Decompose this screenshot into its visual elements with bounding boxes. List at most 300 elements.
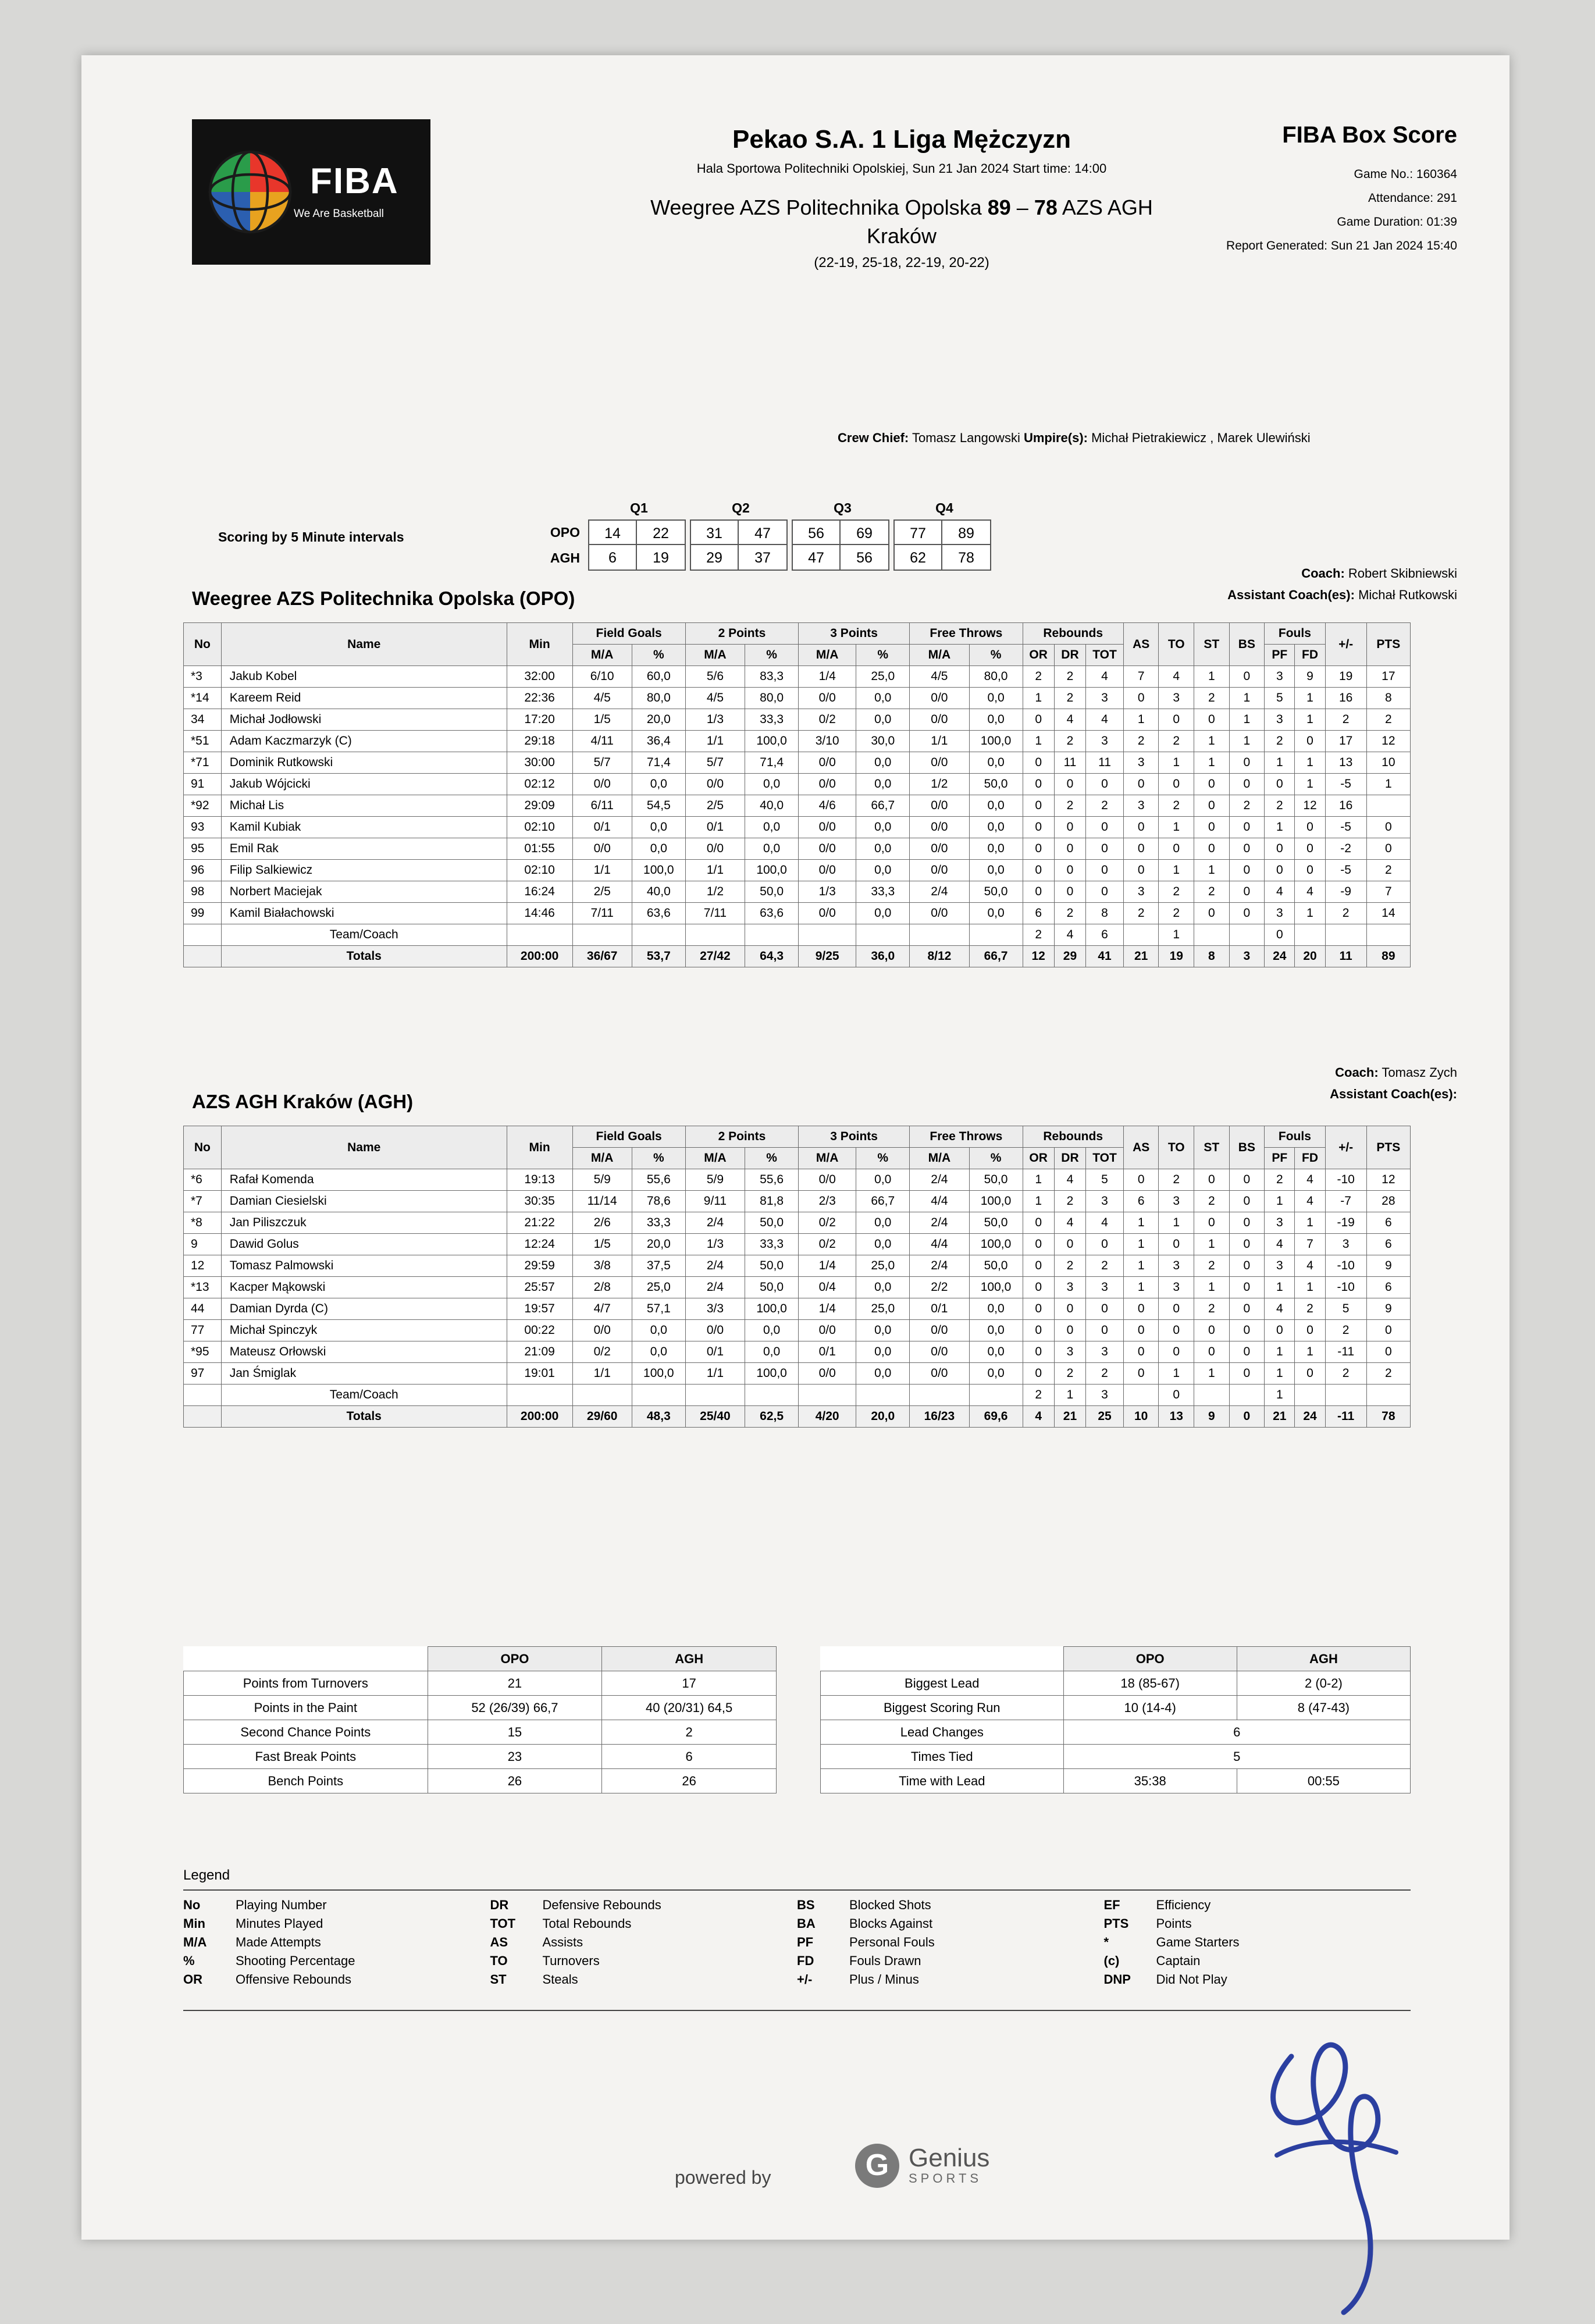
legend-abbr: TOT (490, 1916, 516, 1931)
home-r5-c4: 0,0 (632, 774, 685, 795)
stats-right-label-3: Times Tied (821, 1745, 1064, 1769)
away-teamcoach-c1: Team/Coach (221, 1385, 507, 1406)
table-row[interactable] (184, 838, 1411, 860)
col-tot: TOT (1086, 645, 1124, 666)
away-r2-c11: 0 (1023, 1212, 1054, 1234)
away-r2-c5: 2/4 (685, 1212, 745, 1234)
away-r4-c12: 2 (1054, 1255, 1085, 1277)
home-r8-c1: Emil Rak (221, 838, 507, 860)
stats-right-header-blank (821, 1647, 1064, 1671)
home-r7-c8: 0,0 (856, 817, 910, 838)
away-totals-c10: 69,6 (969, 1406, 1023, 1428)
home-r11-c10: 0,0 (969, 903, 1023, 924)
home-r2-c5: 1/3 (685, 709, 745, 731)
away-r7-c14: 0 (1123, 1320, 1159, 1341)
home-r10-c21: 7 (1366, 881, 1410, 903)
home-totals-c14: 21 (1123, 946, 1159, 967)
home-coach-label: Coach: (1301, 566, 1345, 581)
home-r8-c20: -2 (1325, 838, 1366, 860)
away-r3-c2: 12:24 (507, 1234, 572, 1255)
away-r3-c6: 33,3 (745, 1234, 799, 1255)
table-row[interactable] (184, 903, 1411, 924)
away-r8-c6: 0,0 (745, 1341, 799, 1363)
legend-abbr: PF (797, 1935, 814, 1949)
away-r6-c5: 3/3 (685, 1298, 745, 1320)
table-row[interactable] (184, 774, 1411, 795)
away-r6-c17: 0 (1229, 1298, 1265, 1320)
away-r3-c15: 0 (1159, 1234, 1194, 1255)
team-coach-row (184, 924, 1411, 946)
table-row[interactable] (184, 1298, 1411, 1320)
away-r7-c18: 0 (1265, 1320, 1295, 1341)
home-r8-c18: 0 (1265, 838, 1295, 860)
away-r9-c7: 0/0 (799, 1363, 856, 1385)
home-r0-c8: 25,0 (856, 666, 910, 688)
home-totals-c8: 36,0 (856, 946, 910, 967)
legend-abbr: Min (183, 1916, 205, 1931)
away-teamcoach-c9 (910, 1385, 969, 1406)
away-r1-c20: -7 (1325, 1191, 1366, 1212)
home-r2-c10: 0,0 (969, 709, 1023, 731)
away-r6-c9: 0/1 (910, 1298, 969, 1320)
away-r2-c2: 21:22 (507, 1212, 572, 1234)
legend-abbr: OR (183, 1972, 202, 1987)
home-r2-c7: 0/2 (799, 709, 856, 731)
home-r10-c17: 0 (1229, 881, 1265, 903)
away-r8-c16: 0 (1194, 1341, 1230, 1363)
away-r5-c1: Kacper Mąkowski (221, 1277, 507, 1298)
stats-left-row (184, 1745, 777, 1769)
away-teamcoach-c2 (507, 1385, 572, 1406)
home-teamcoach-c10 (969, 924, 1023, 946)
legend-desc: Fouls Drawn (849, 1953, 921, 1968)
home-r4-c19: 1 (1295, 752, 1325, 774)
col-pct: % (856, 1148, 910, 1169)
table-row[interactable] (184, 1277, 1411, 1298)
home-teamcoach-c14 (1123, 924, 1159, 946)
away-r9-c5: 1/1 (685, 1363, 745, 1385)
away-r3-c14: 1 (1123, 1234, 1159, 1255)
stats-right-value-4-b: 00:55 (1237, 1769, 1410, 1793)
away-r0-c20: -10 (1325, 1169, 1366, 1191)
away-r0-c8: 0,0 (856, 1169, 910, 1191)
away-teamcoach-c5 (685, 1385, 745, 1406)
home-r10-c18: 4 (1265, 881, 1295, 903)
away-r4-c5: 2/4 (685, 1255, 745, 1277)
home-teamcoach-c1: Team/Coach (221, 924, 507, 946)
col-name: Name (221, 623, 507, 666)
legend-desc: Turnovers (542, 1953, 600, 1968)
away-r7-c15: 0 (1159, 1320, 1194, 1341)
col-min: Min (507, 623, 572, 666)
home-r5-c12: 0 (1054, 774, 1085, 795)
home-r1-c13: 3 (1086, 688, 1124, 709)
home-totals-c21: 89 (1366, 946, 1410, 967)
home-totals-c12: 29 (1054, 946, 1085, 967)
home-r6-c2: 29:09 (507, 795, 572, 817)
away-teamcoach-c19 (1295, 1385, 1325, 1406)
col-no: No (184, 623, 222, 666)
home-totals-c2: 200:00 (507, 946, 572, 967)
away-r1-c7: 2/3 (799, 1191, 856, 1212)
stats-left-value-4-a: 26 (428, 1769, 602, 1793)
away-r5-c14: 1 (1123, 1277, 1159, 1298)
home-r11-c7: 0/0 (799, 903, 856, 924)
away-r3-c7: 0/2 (799, 1234, 856, 1255)
game-meta (1226, 163, 1457, 258)
away-r7-c16: 0 (1194, 1320, 1230, 1341)
away-r6-c0: 44 (184, 1298, 222, 1320)
away-r7-c4: 0,0 (632, 1320, 685, 1341)
home-r1-c4: 80,0 (632, 688, 685, 709)
home-r6-c1: Michał Lis (221, 795, 507, 817)
col-as: AS (1123, 623, 1159, 666)
home-r9-c3: 1/1 (572, 860, 632, 881)
stats-left-label-3: Fast Break Points (184, 1745, 428, 1769)
home-r10-c1: Norbert Maciejak (221, 881, 507, 903)
away-r3-c5: 1/3 (685, 1234, 745, 1255)
col-ma: M/A (910, 1148, 969, 1169)
table-row[interactable] (184, 860, 1411, 881)
col-no: No (184, 1126, 222, 1169)
away-r2-c6: 50,0 (745, 1212, 799, 1234)
home-r11-c18: 3 (1265, 903, 1295, 924)
home-r0-c6: 83,3 (745, 666, 799, 688)
away-r4-c1: Tomasz Palmowski (221, 1255, 507, 1277)
col-ma: M/A (572, 1148, 632, 1169)
away-r1-c4: 78,6 (632, 1191, 685, 1212)
legend-abbr: AS (490, 1935, 508, 1949)
home-r1-c3: 4/5 (572, 688, 632, 709)
stats-left-value-1-a: 52 (26/39) 66,7 (428, 1696, 602, 1720)
table-row[interactable] (184, 1255, 1411, 1277)
legend-desc: Points (1156, 1916, 1192, 1931)
away-r3-c20: 3 (1325, 1234, 1366, 1255)
quarter-header-q4: Q4 (935, 500, 953, 515)
home-r3-c18: 2 (1265, 731, 1295, 752)
game-title-block (582, 125, 1222, 271)
away-teamcoach-c15: 0 (1159, 1385, 1194, 1406)
col-plus-minus: +/- (1325, 623, 1366, 666)
opo-q4-a: 77 (893, 519, 942, 545)
legend-item (1104, 1898, 1411, 1913)
home-r7-c20: -5 (1325, 817, 1366, 838)
home-r3-c20: 17 (1325, 731, 1366, 752)
home-r9-c0: 96 (184, 860, 222, 881)
stats-right-header-2: AGH (1237, 1647, 1410, 1671)
table-row[interactable] (184, 709, 1411, 731)
home-r3-c0: *51 (184, 731, 222, 752)
home-r5-c15: 0 (1159, 774, 1194, 795)
stats-left-value-1-b: 40 (20/31) 64,5 (602, 1696, 777, 1720)
away-r7-c11: 0 (1023, 1320, 1054, 1341)
away-r2-c0: *8 (184, 1212, 222, 1234)
away-r6-c14: 0 (1123, 1298, 1159, 1320)
home-teamcoach-c20 (1325, 924, 1366, 946)
home-r4-c13: 11 (1086, 752, 1124, 774)
home-r6-c11: 0 (1023, 795, 1054, 817)
stats-right-row (821, 1696, 1411, 1720)
home-teamcoach-c12: 4 (1054, 924, 1085, 946)
stats-left-label-2: Second Chance Points (184, 1720, 428, 1745)
legend-desc: Blocked Shots (849, 1898, 931, 1912)
legend-desc: Steals (542, 1972, 578, 1987)
home-r8-c7: 0/0 (799, 838, 856, 860)
away-r9-c13: 2 (1086, 1363, 1124, 1385)
legend-abbr: M/A (183, 1935, 207, 1949)
legend-desc: Personal Fouls (849, 1935, 935, 1949)
away-r2-c13: 4 (1086, 1212, 1124, 1234)
col-dr: DR (1054, 1148, 1085, 1169)
away-r5-c6: 50,0 (745, 1277, 799, 1298)
home-r2-c9: 0/0 (910, 709, 969, 731)
col-fd: FD (1295, 1148, 1325, 1169)
table-row[interactable] (184, 1169, 1411, 1191)
col-three-points: 3 Points (799, 623, 910, 645)
home-r10-c7: 1/3 (799, 881, 856, 903)
home-totals-c17: 3 (1229, 946, 1265, 967)
home-totals-c13: 41 (1086, 946, 1124, 967)
away-teamcoach-c18: 1 (1265, 1385, 1295, 1406)
home-r9-c2: 02:10 (507, 860, 572, 881)
away-r6-c21: 9 (1366, 1298, 1410, 1320)
table-row[interactable] (184, 1191, 1411, 1212)
legend-item (797, 1898, 1104, 1913)
away-r5-c21: 6 (1366, 1277, 1410, 1298)
home-teamcoach-c9 (910, 924, 969, 946)
away-r7-c5: 0/0 (685, 1320, 745, 1341)
home-r5-c9: 1/2 (910, 774, 969, 795)
stats-left-header-2: AGH (602, 1647, 777, 1671)
home-r5-c6: 0,0 (745, 774, 799, 795)
table-row[interactable] (184, 1212, 1411, 1234)
col-to: TO (1159, 1126, 1194, 1169)
legend-desc: Did Not Play (1156, 1972, 1227, 1987)
away-r4-c19: 4 (1295, 1255, 1325, 1277)
away-r7-c8: 0,0 (856, 1320, 910, 1341)
stats-right-value-0-a: 18 (85-67) (1063, 1671, 1237, 1696)
legend-abbr: PTS (1103, 1916, 1129, 1931)
legend-abbr: EF (1103, 1898, 1120, 1912)
legend-item (183, 1972, 490, 1987)
stats-right-value-0-b: 2 (0-2) (1237, 1671, 1410, 1696)
scoring-intervals-label: Scoring by 5 Minute intervals (218, 529, 404, 544)
legend-abbr: * (1103, 1935, 1109, 1949)
table-row[interactable] (184, 1234, 1411, 1255)
home-r6-c16: 0 (1194, 795, 1230, 817)
home-r1-c7: 0/0 (799, 688, 856, 709)
away-r9-c20: 2 (1325, 1363, 1366, 1385)
away-assistant-label: Assistant Coach(es): (1330, 1087, 1457, 1102)
stats-right-label-1: Biggest Scoring Run (821, 1696, 1064, 1720)
away-teamcoach-c11: 2 (1023, 1385, 1054, 1406)
stats-left-value-4-b: 26 (602, 1769, 777, 1793)
col-pts: PTS (1366, 623, 1410, 666)
col-pct: % (632, 645, 685, 666)
legend-abbr: DNP (1103, 1972, 1131, 1987)
col-two-points: 2 Points (685, 623, 798, 645)
home-r0-c2: 32:00 (507, 666, 572, 688)
home-r6-c18: 2 (1265, 795, 1295, 817)
col-tot: TOT (1086, 1148, 1124, 1169)
away-r4-c7: 1/4 (799, 1255, 856, 1277)
away-r9-c4: 100,0 (632, 1363, 685, 1385)
home-r5-c11: 0 (1023, 774, 1054, 795)
legend-desc: Game Starters (1156, 1935, 1240, 1949)
home-r4-c10: 0,0 (969, 752, 1023, 774)
legend-abbr: No (183, 1898, 201, 1912)
home-r5-c3: 0/0 (572, 774, 632, 795)
table-row[interactable] (184, 666, 1411, 688)
home-r2-c20: 2 (1325, 709, 1366, 731)
scoring-row-label-opo: OPO (550, 524, 580, 540)
col-free-throws: Free Throws (910, 623, 1023, 645)
home-r7-c17: 0 (1229, 817, 1265, 838)
stats-right-value-1-a: 10 (14-4) (1063, 1696, 1237, 1720)
stats-left-value-3-b: 6 (602, 1745, 777, 1769)
away-r6-c16: 2 (1194, 1298, 1230, 1320)
home-r11-c9: 0/0 (910, 903, 969, 924)
away-r4-c11: 0 (1023, 1255, 1054, 1277)
away-r7-c0: 77 (184, 1320, 222, 1341)
stats-right-header-1: OPO (1063, 1647, 1237, 1671)
home-totals-c15: 19 (1159, 946, 1194, 967)
away-r0-c13: 5 (1086, 1169, 1124, 1191)
home-r1-c15: 3 (1159, 688, 1194, 709)
legend-desc: Playing Number (236, 1898, 327, 1912)
home-r10-c19: 4 (1295, 881, 1325, 903)
home-r7-c9: 0/0 (910, 817, 969, 838)
away-r2-c7: 0/2 (799, 1212, 856, 1234)
legend-divider (183, 1889, 1411, 1891)
col-pct: % (632, 1148, 685, 1169)
home-teamcoach-c16 (1194, 924, 1230, 946)
away-r3-c17: 0 (1229, 1234, 1265, 1255)
legend-desc: Efficiency (1156, 1898, 1211, 1912)
powered-by-label: powered by (675, 2167, 771, 2188)
basketball-globe-icon (207, 148, 294, 236)
table-row[interactable] (184, 688, 1411, 709)
col-plus-minus: +/- (1325, 1126, 1366, 1169)
away-teamcoach-c21 (1366, 1385, 1410, 1406)
away-r7-c2: 00:22 (507, 1320, 572, 1341)
away-teamcoach-c10 (969, 1385, 1023, 1406)
home-r8-c13: 0 (1086, 838, 1124, 860)
home-r5-c17: 0 (1229, 774, 1265, 795)
legend-abbr: ST (490, 1972, 507, 1987)
home-r9-c10: 0,0 (969, 860, 1023, 881)
away-r8-c19: 1 (1295, 1341, 1325, 1363)
away-r4-c18: 3 (1265, 1255, 1295, 1277)
home-r0-c1: Jakub Kobel (221, 666, 507, 688)
home-totals-c9: 8/12 (910, 946, 969, 967)
away-r5-c7: 0/4 (799, 1277, 856, 1298)
col-bs: BS (1229, 1126, 1265, 1169)
away-team-city: Kraków (866, 223, 937, 248)
home-r0-c17: 0 (1229, 666, 1265, 688)
home-r7-c18: 1 (1265, 817, 1295, 838)
legend-item (1104, 1953, 1411, 1969)
home-r5-c16: 0 (1194, 774, 1230, 795)
table-row[interactable] (184, 881, 1411, 903)
home-totals-c10: 66,7 (969, 946, 1023, 967)
opo-q2-a: 31 (690, 519, 739, 545)
col-pct: % (745, 645, 799, 666)
away-r6-c19: 2 (1295, 1298, 1325, 1320)
table-row[interactable] (184, 1363, 1411, 1385)
table-row[interactable] (184, 731, 1411, 752)
col-free-throws: Free Throws (910, 1126, 1023, 1148)
home-r11-c4: 63,6 (632, 903, 685, 924)
away-r9-c9: 0/0 (910, 1363, 969, 1385)
away-r8-c0: *95 (184, 1341, 222, 1363)
away-r3-c11: 0 (1023, 1234, 1054, 1255)
home-teamcoach-c2 (507, 924, 572, 946)
home-totals-c3: 36/67 (572, 946, 632, 967)
away-totals-c6: 62,5 (745, 1406, 799, 1428)
home-r9-c13: 0 (1086, 860, 1124, 881)
table-row[interactable] (184, 817, 1411, 838)
away-r4-c20: -10 (1325, 1255, 1366, 1277)
away-r2-c12: 4 (1054, 1212, 1085, 1234)
home-r8-c4: 0,0 (632, 838, 685, 860)
home-r3-c8: 30,0 (856, 731, 910, 752)
away-r1-c17: 0 (1229, 1191, 1265, 1212)
home-r1-c16: 2 (1194, 688, 1230, 709)
away-r3-c0: 9 (184, 1234, 222, 1255)
home-team-heading: Weegree AZS Politechnika Opolska (OPO) (192, 588, 575, 609)
home-r2-c16: 0 (1194, 709, 1230, 731)
home-r11-c19: 1 (1295, 903, 1325, 924)
home-r6-c15: 2 (1159, 795, 1194, 817)
home-r1-c8: 0,0 (856, 688, 910, 709)
away-r5-c4: 25,0 (632, 1277, 685, 1298)
away-r6-c6: 100,0 (745, 1298, 799, 1320)
home-r7-c7: 0/0 (799, 817, 856, 838)
away-r7-c17: 0 (1229, 1320, 1265, 1341)
away-team-name: AZS AGH (1062, 195, 1153, 219)
home-r6-c6: 40,0 (745, 795, 799, 817)
genius-brand-name: Genius (909, 2144, 990, 2172)
home-r4-c14: 3 (1123, 752, 1159, 774)
col-name: Name (221, 1126, 507, 1169)
away-r6-c4: 57,1 (632, 1298, 685, 1320)
home-r6-c8: 66,7 (856, 795, 910, 817)
crew-chief-name: Tomasz Langowski (912, 430, 1020, 445)
col-rebounds: Rebounds (1023, 1126, 1123, 1148)
agh-q4-a: 62 (893, 545, 942, 571)
home-r7-c3: 0/1 (572, 817, 632, 838)
home-totals-c19: 20 (1295, 946, 1325, 967)
away-r0-c1: Rafał Komenda (221, 1169, 507, 1191)
table-row[interactable] (184, 795, 1411, 817)
away-teamcoach-c12: 1 (1054, 1385, 1085, 1406)
col-field-goals: Field Goals (572, 623, 685, 645)
table-row[interactable] (184, 1341, 1411, 1363)
away-r5-c13: 3 (1086, 1277, 1124, 1298)
legend-desc: Assists (542, 1935, 583, 1949)
home-r0-c5: 5/6 (685, 666, 745, 688)
table-row[interactable] (184, 1320, 1411, 1341)
home-teamcoach-c21 (1366, 924, 1410, 946)
genius-brand-sub: SPORTS (909, 2171, 982, 2186)
home-r0-c15: 4 (1159, 666, 1194, 688)
stats-left-row (184, 1671, 777, 1696)
home-r11-c16: 0 (1194, 903, 1230, 924)
table-row[interactable] (184, 752, 1411, 774)
away-r3-c4: 20,0 (632, 1234, 685, 1255)
home-r10-c9: 2/4 (910, 881, 969, 903)
